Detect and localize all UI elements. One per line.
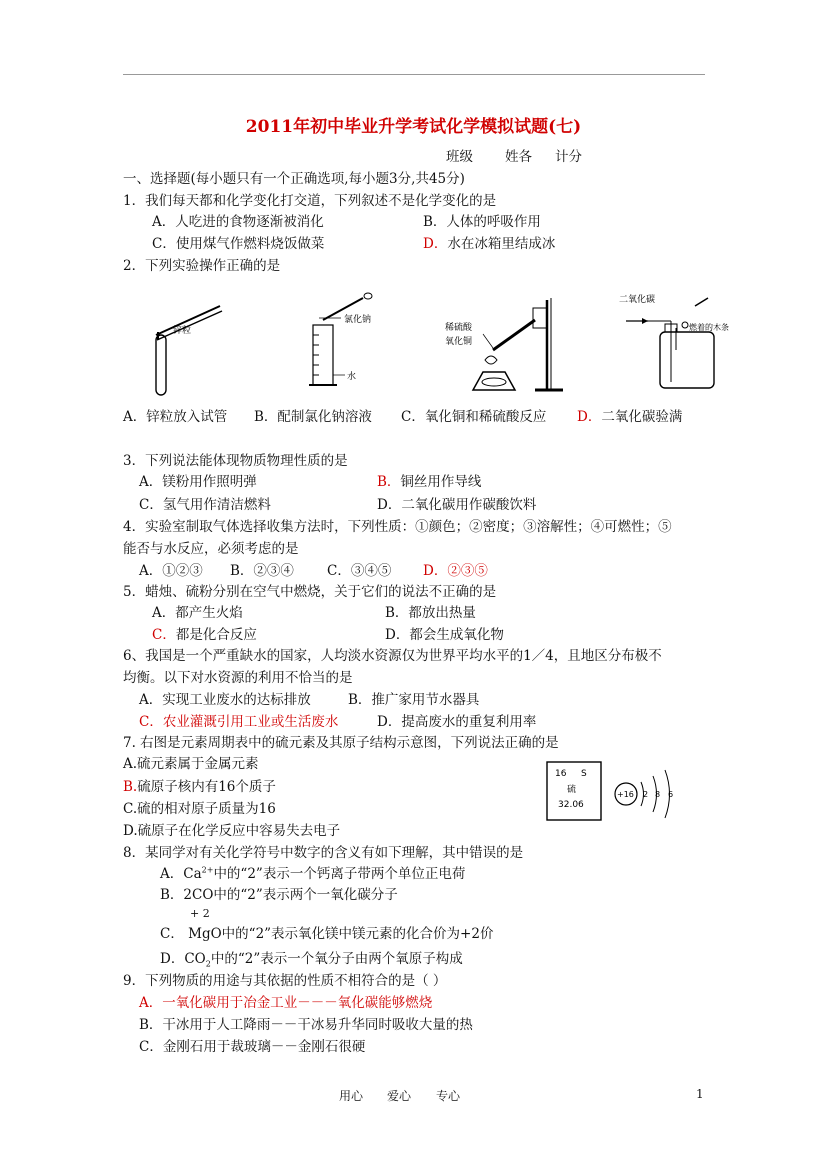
q3-option-d: D．二氧化碳用作碳酸饮料 <box>377 497 537 513</box>
q2-option-b: B．配制氯化钠溶液 <box>254 409 372 425</box>
q7-stem: 7. 右图是元素周期表中的硫元素及其原子结构示意图，下列说法正确的是 <box>123 735 559 751</box>
element-number: 16 <box>555 769 567 779</box>
footer-motto-2: 爱心 <box>387 1089 412 1103</box>
q9-stem: 9．下列物质的用途与其依据的性质不相符合的是（ ） <box>123 973 447 989</box>
mg-valence: + 2 <box>190 907 210 920</box>
q6-stem-cont: 均衡。以下对水资源的利用不恰当的是 <box>123 670 353 686</box>
q7-answer-letter: B. <box>123 779 138 795</box>
cuo-label: 氧化铜 <box>445 337 473 347</box>
element-name: 硫 <box>567 785 577 795</box>
q7-option-a: A.硫元素属于金属元素 <box>123 756 259 772</box>
q2-option-c: C．氧化铜和稀硫酸反应 <box>401 409 547 425</box>
zinc-tube-figure <box>156 306 222 395</box>
zinc-label: 锌粒 <box>173 326 192 336</box>
q1-option-a: A．人吃进的食物逐渐被消化 <box>152 214 324 230</box>
q1-option-c: C．使用煤气作燃料烧饭做菜 <box>152 236 325 252</box>
q3-option-a: A．镁粉用作照明弹 <box>139 474 257 490</box>
q1-stem: 1．我们每天都和化学变化打交道，下列叙述不是化学变化的是 <box>123 193 497 209</box>
q2-option-d: D．二氧化碳验满 <box>577 409 683 425</box>
q6-stem: 6、我国是一个严重缺水的国家，人均淡水资源仅为世界平均水平的1／4，且地区分布极不 <box>123 648 662 664</box>
acid-label: 稀硫酸 <box>445 323 473 333</box>
q2-stem: 2．下列实验操作正确的是 <box>123 258 281 274</box>
section-heading: 一、选择题(每小题只有一个正确选项,每小题3分,共45分) <box>123 171 465 187</box>
q8-option-c: C． MgO中的“2”表示氧化镁中镁元素的化合价为+2价 <box>160 926 494 942</box>
page-number: 1 <box>696 1087 704 1101</box>
water-label: 水 <box>347 372 357 382</box>
header-rule <box>123 74 705 75</box>
footer-motto-1: 用心 <box>339 1089 364 1103</box>
q2-option-a: A．锌粒放入试管 <box>123 409 228 425</box>
q6-option-d: D．提高废水的重复利用率 <box>377 714 537 730</box>
name-field: 姓各 <box>505 149 532 165</box>
q7-option-d: D.硫原子在化学反应中容易失去电子 <box>123 823 341 839</box>
q1-option-d: D．水在冰箱里结成冰 <box>423 236 556 252</box>
page-title: 2011年初中毕业升学考试化学模拟试题(七) <box>245 117 582 137</box>
shell-3: 6 <box>668 790 674 799</box>
score-field: 计分 <box>555 149 582 165</box>
q4-stem-cont: 能否与水反应，必须考虑的是 <box>123 541 299 557</box>
q5-stem: 5．蜡烛、硫粉分别在空气中燃烧，关于它们的说法不正确的是 <box>123 584 497 600</box>
q5-option-d: D．都会生成氧化物 <box>385 627 504 643</box>
q9-option-c: C．金刚石用于裁玻璃－－金刚石很硬 <box>139 1039 366 1055</box>
ca-charge: 2+ <box>201 865 214 875</box>
q8-option-a: A．$Ca^{2+}$中的“2”表示一个钙离子带两个单位正电荷 <box>160 865 466 882</box>
q9-option-b: B．干冰用于人工降雨－－干冰易升华同时吸收大量的热 <box>139 1017 473 1033</box>
q4-stem: 4．实验室制取气体选择收集方法时，下列性质：①颜色；②密度；③溶解性；④可燃性；⑤ <box>123 519 672 535</box>
q5-option-a: A．都产生火焰 <box>152 605 243 621</box>
q8-option-d: D．$CO_2$中的“2”表示一个氧分子由两个氧原子构成 <box>160 951 463 969</box>
q5-option-c: C．都是化合反应 <box>152 627 257 643</box>
heating-figure <box>445 298 563 390</box>
q4-option-b: B．②③④ <box>230 563 294 579</box>
sulfur-figure <box>545 760 695 826</box>
shell-1: 2 <box>643 790 649 799</box>
q6-option-a: A．实现工业废水的达标排放 <box>139 692 311 708</box>
q3-stem: 3．下列说法能体现物质物理性质的是 <box>123 453 348 469</box>
q6-option-b: B．推广家用节水器具 <box>348 692 480 708</box>
co2-bottle-figure <box>619 293 729 388</box>
nucleus-charge: +16 <box>617 790 634 799</box>
element-symbol: S <box>581 769 587 779</box>
q5-option-b: B．都放出热量 <box>385 605 476 621</box>
q7-option-c: C.硫的相对原子质量为16 <box>123 801 276 817</box>
element-mass: 32.06 <box>558 800 584 810</box>
q1-option-b: B．人体的呼吸作用 <box>423 214 541 230</box>
q6-option-c: C．农业灌溉引用工业或生活废水 <box>139 714 339 730</box>
q1-answer-letter: D． <box>423 236 448 252</box>
q3-answer-letter: B． <box>377 474 401 490</box>
shell-2: 8 <box>655 790 661 799</box>
class-field: 班级 <box>446 149 473 165</box>
stick-label: 燃着的木条 <box>689 323 729 332</box>
q9-option-a: A．一氧化碳用于冶金工业－－－氧化碳能够燃烧 <box>139 995 433 1011</box>
q4-option-d: D．②③⑤ <box>423 563 488 579</box>
q8-stem: 8．某同学对有关化学符号中数字的含义有如下理解，其中错误的是 <box>123 845 524 861</box>
q3-option-b: B．铜丝用作导线 <box>377 474 482 490</box>
q2-answer-letter: D． <box>577 409 602 425</box>
q4-option-a: A．①②③ <box>139 563 203 579</box>
q5-answer-letter: C． <box>152 627 176 643</box>
q3-option-c: C．氢气用作清洁燃料 <box>139 497 271 513</box>
q4-option-c: C．③④⑤ <box>327 563 392 579</box>
nacl-label: 氯化钠 <box>344 315 372 325</box>
co2-label: 二氧化碳 <box>619 295 656 305</box>
q7-option-b: B.硫原子核内有16个质子 <box>123 779 276 795</box>
q2-apparatus-figures <box>123 290 729 402</box>
cylinder-figure <box>309 293 372 385</box>
footer-motto-3: 专心 <box>436 1089 461 1103</box>
q8-option-b: B．2CO中的“2”表示两个一氧化碳分子 <box>160 887 398 903</box>
